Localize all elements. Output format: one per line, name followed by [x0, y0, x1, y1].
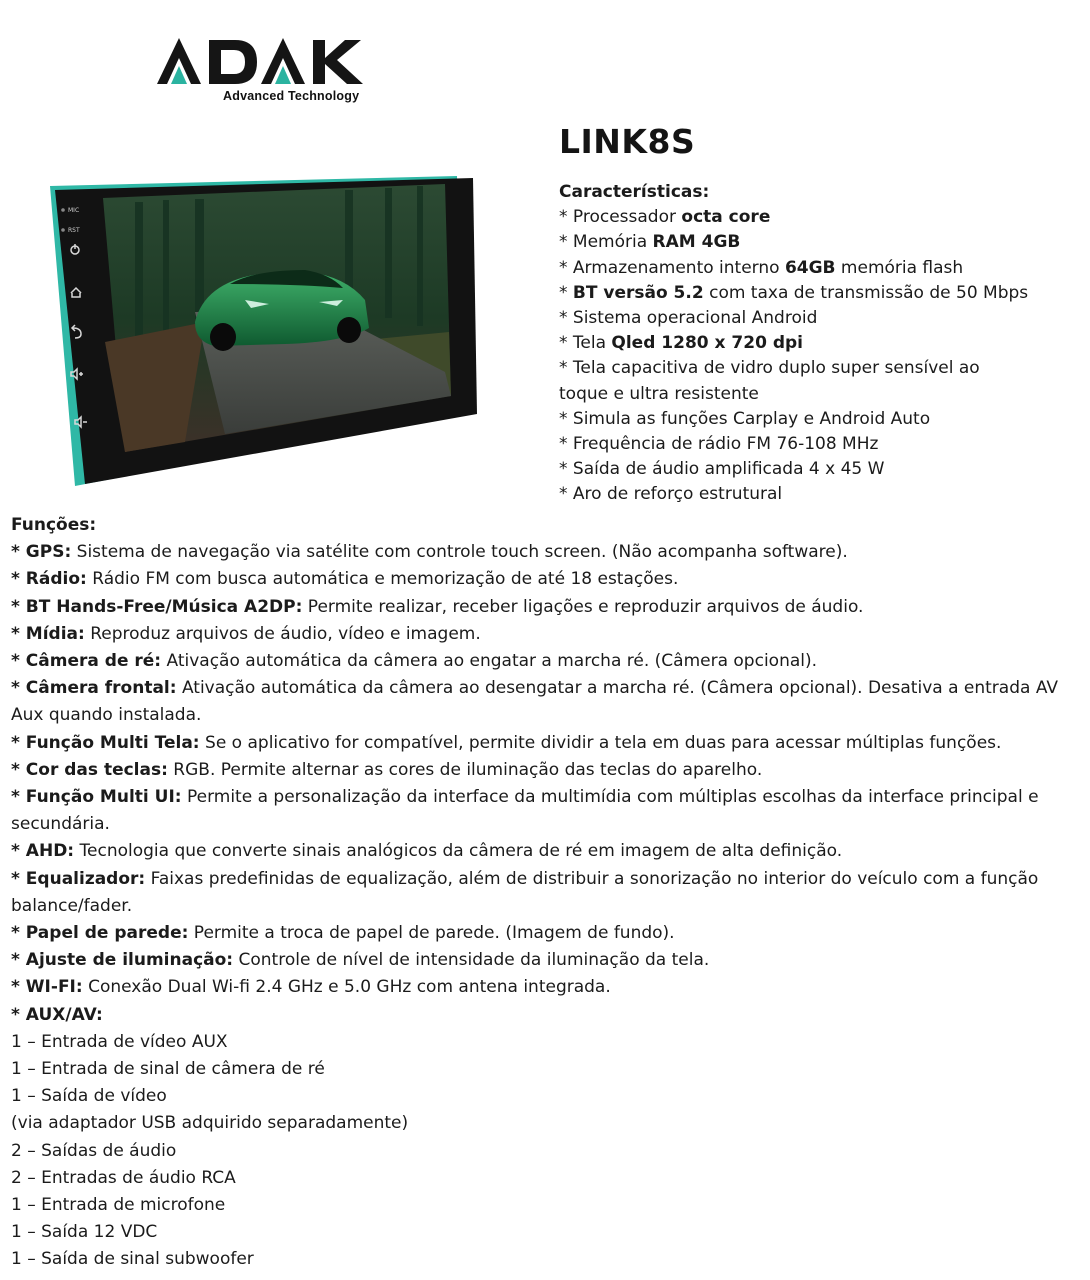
logo-wordmark	[157, 38, 397, 86]
characteristic-item: * Processador octa core	[559, 207, 771, 228]
logo-graphic	[157, 36, 397, 86]
function-item: * AUX/AV:	[11, 1004, 103, 1025]
product-title: LINK8S	[559, 122, 696, 161]
characteristic-item: * Frequência de rádio FM 76-108 MHz	[559, 434, 879, 455]
function-item: * Mídia: Reproduz arquivos de áudio, vídeo e imagem.	[11, 623, 481, 644]
functions-heading: Funções:	[11, 515, 97, 535]
aux-line: 1 – Entrada de vídeo AUX	[11, 1031, 228, 1052]
function-item: * Equalizador: Faixas predefinidas de equalização, além de distribuir a sonorização no interior do veículo com a função balance/fader.	[11, 868, 1039, 916]
device-image	[45, 172, 480, 492]
aux-line: (via adaptador USB adquirido separadamente)	[11, 1113, 409, 1134]
aux-line: 2 – Entradas de áudio RCA	[11, 1167, 236, 1188]
function-item: * Cor das teclas: RGB. Permite alternar as cores de iluminação das teclas do aparelho.	[11, 759, 763, 780]
function-item: * Ajuste de iluminação: Controle de nível de intensidade da iluminação da tela.	[11, 950, 710, 971]
aux-line: 1 – Saída 12 VDC	[11, 1222, 158, 1243]
characteristic-item: * Simula as funções Carplay e Android Auto	[559, 408, 931, 429]
side-label-mic: MIC	[68, 207, 80, 214]
characteristic-item: * Armazenamento interno 64GB memória flash	[559, 257, 964, 278]
function-item: * Função Multi Tela: Se o aplicativo for compatível, permite dividir a tela em duas para acessar múltiplas funções.	[11, 732, 1002, 753]
function-item: * AHD: Tecnologia que converte sinais analógicos da câmera de ré em imagem de alta definição.	[11, 841, 843, 862]
aux-line: 1 – Saída de sinal subwoofer	[11, 1249, 254, 1270]
characteristic-item: * Memória RAM 4GB	[559, 232, 741, 253]
aux-line: 1 – Entrada de microfone	[11, 1195, 226, 1216]
function-item: * Câmera frontal: Ativação automática da câmera ao desengatar a marcha ré. (Câmera opcional). Desativa a entrada AV Aux quando instalada.	[11, 678, 1058, 726]
function-item: * WI-FI: Conexão Dual Wi-fi 2.4 GHz e 5.0 GHz com antena integrada.	[11, 977, 611, 998]
function-item: * Rádio: Rádio FM com busca automática e memorização de até 18 estações.	[11, 569, 679, 590]
characteristic-item: * Aro de reforço estrutural	[559, 484, 783, 505]
function-item: * BT Hands-Free/Música A2DP: Permite realizar, receber ligações e reproduzir arquivos de áudio.	[11, 596, 864, 617]
logo-tagline: Advanced Technology	[223, 89, 360, 103]
characteristics-heading: Características:	[559, 182, 710, 202]
characteristic-item: * Tela Qled 1280 x 720 dpi	[559, 333, 803, 354]
characteristic-item: * BT versão 5.2 com taxa de transmissão de 50 Mbps	[559, 282, 1029, 303]
aux-line: 1 – Entrada de sinal de câmera de ré	[11, 1059, 325, 1080]
function-item: * GPS: Sistema de navegação via satélite com controle touch screen. (Não acompanha software).	[11, 542, 848, 563]
aux-line: 2 – Saídas de áudio	[11, 1140, 177, 1161]
side-label-rst: RST	[68, 227, 80, 234]
function-item: * Função Multi UI: Permite a personalização da interface da multimídia com múltiplas escolhas da interface principal e secundária.	[11, 787, 1039, 835]
characteristics-section	[559, 180, 1059, 508]
characteristic-item: * Sistema operacional Android	[559, 308, 818, 329]
characteristic-item: * Tela capacitiva de vidro duplo super sensível ao toque e ultra resistente	[559, 358, 980, 404]
characteristic-item: * Saída de áudio amplificada 4 x 45 W	[559, 459, 885, 480]
brand-logo	[157, 38, 397, 102]
function-item: * Câmera de ré: Ativação automática da câmera ao engatar a marcha ré. (Câmera opcional).	[11, 651, 818, 672]
function-item: * Papel de parede: Permite a troca de papel de parede. (Imagem de fundo).	[11, 923, 675, 944]
functions-section	[11, 512, 1071, 1274]
aux-line: 1 – Saída de vídeo	[11, 1086, 167, 1107]
